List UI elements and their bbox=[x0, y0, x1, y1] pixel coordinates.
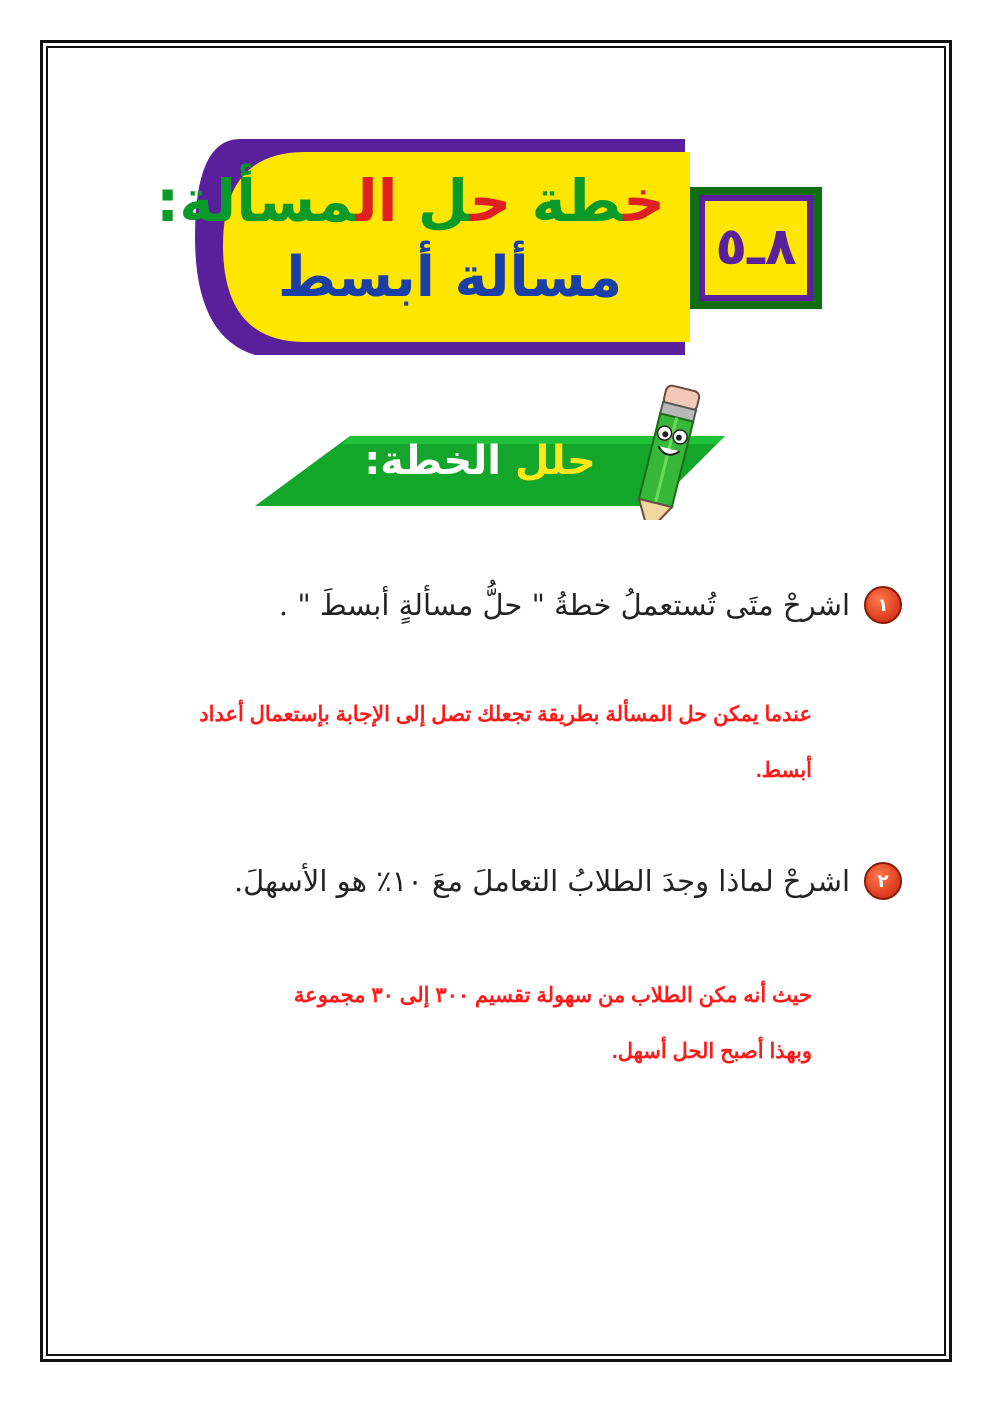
answer-line: عندما يمكن حل المسألة بطريقة تجعلك تصل إلى الإجابة بإستعمال أعداد bbox=[199, 703, 812, 726]
answer-line: حيث أنه مكن الطلاب من سهولة تقسيم ٣٠٠ إلى ٣٠ مجموعة bbox=[293, 984, 812, 1007]
question-text: اشرحْ لماذا وجدَ الطلابُ التعاملَ معَ ١٠٪ هو الأسهلَ. bbox=[233, 864, 850, 898]
question-number-badge: ٢ bbox=[864, 862, 902, 900]
answer-1 bbox=[112, 687, 812, 799]
lesson-subtitle: مسألة أبسط bbox=[277, 245, 623, 310]
answer-line: وبهذا أصبح الحل أسهل. bbox=[611, 1040, 812, 1063]
question-number-badge: ١ bbox=[864, 586, 902, 624]
answer-line: أبسط. bbox=[755, 759, 812, 782]
question-2 bbox=[182, 862, 902, 900]
section-header bbox=[255, 370, 735, 520]
question-text: اشرحْ متَى تُستعملُ خطةُ " حلُّ مسألةٍ أبسطَ " . bbox=[278, 588, 850, 622]
question-1 bbox=[182, 586, 902, 624]
lesson-title-banner bbox=[156, 137, 825, 362]
section-title: حلل الخطة: bbox=[364, 438, 596, 484]
answer-2 bbox=[192, 968, 812, 1080]
lesson-number-badge: ٨ـ٥ bbox=[715, 217, 797, 277]
lesson-title: خطة حل المسألة: bbox=[156, 167, 665, 235]
